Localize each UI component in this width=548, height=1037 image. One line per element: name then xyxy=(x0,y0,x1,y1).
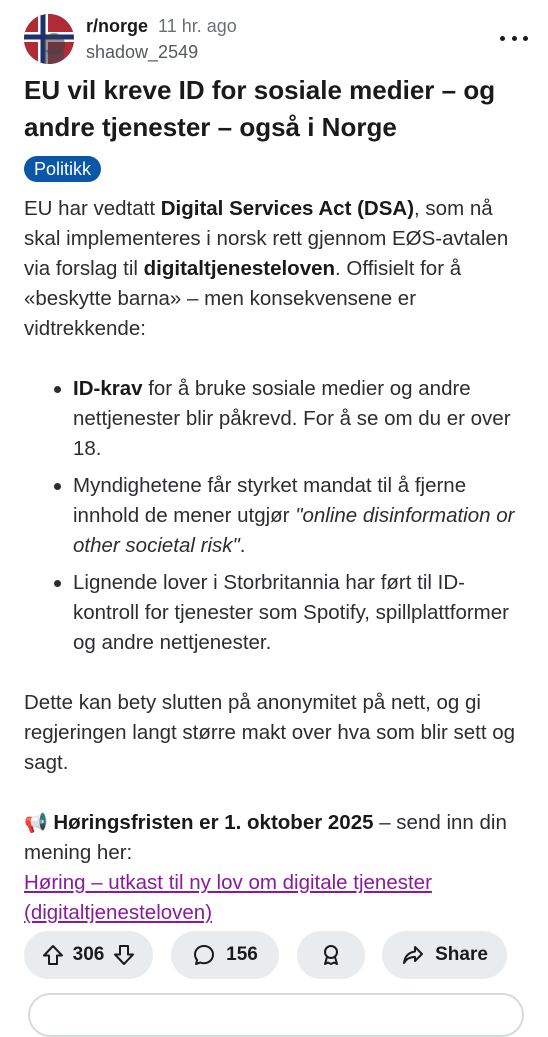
deadline-text: Høringsfristen er 1. oktober 2025 xyxy=(53,811,374,834)
award-button[interactable] xyxy=(297,931,365,979)
norway-flag-avatar-icon xyxy=(24,14,74,64)
body-text: . Offisielt for å «beskytte barna» – men konsekvensene er vidtrekkende: xyxy=(24,257,462,340)
post-author[interactable]: shadow_2549 xyxy=(86,42,199,62)
comments-button[interactable] xyxy=(171,931,279,979)
post-title[interactable]: EU vil kreve ID for sosiale medier – og andre tjenester – også i Norge xyxy=(24,75,496,142)
list-item-text: Myndighetene får styrket mandat til å fjerne innhold de mener utgjør xyxy=(73,474,467,527)
post-flair[interactable]: Politikk xyxy=(24,156,101,182)
comment-count: 156 xyxy=(226,944,258,965)
subreddit-name[interactable]: r/norge xyxy=(86,16,149,36)
upvote-button[interactable] xyxy=(41,943,65,967)
body-text: , som nå skal implementeres i norsk rett gjennom EØS-avtalen via forslag til xyxy=(24,197,509,280)
upvote-arrow-icon xyxy=(41,943,65,967)
vote-control xyxy=(24,931,153,979)
list-item-text: Lignende lover i Storbritannia har ført til ID-kontroll for tjenester som Spotify, spillplattformer og andre nettjenester. xyxy=(73,571,509,654)
downvote-arrow-icon xyxy=(112,943,136,967)
subreddit-avatar[interactable] xyxy=(24,14,74,64)
post-header xyxy=(0,0,548,70)
body-text: EU har vedtatt xyxy=(24,197,161,220)
more-dot xyxy=(512,36,517,41)
share-arrow-icon xyxy=(401,943,425,967)
post-time: 11 hr. ago xyxy=(158,16,237,36)
body-text: – send inn din mening her: xyxy=(24,811,507,864)
more-dot xyxy=(523,36,528,41)
list-item-italic: "online disinformation or other societal risk" xyxy=(73,504,515,557)
more-options-button[interactable] xyxy=(500,26,528,50)
body-paragraph-3: Dette kan bety slutten på anonymitet på nett, og gi regjeringen langt større makt over hva som blir sett og sagt. xyxy=(24,691,516,774)
post-actions xyxy=(0,931,548,979)
list-item xyxy=(24,374,529,464)
list-item xyxy=(24,568,529,658)
megaphone-icon: 📢 xyxy=(24,812,48,834)
post-body xyxy=(24,194,529,928)
list-item-text: . xyxy=(239,534,246,557)
more-horizontal-icon xyxy=(500,36,505,41)
upvote-count: 306 xyxy=(72,944,105,965)
body-paragraph-4 xyxy=(24,808,529,928)
award-icon xyxy=(319,943,343,967)
share-button[interactable] xyxy=(382,931,507,979)
bullet-list xyxy=(24,374,529,658)
hearing-link[interactable]: Høring – utkast til ny lov om digitale tjenester (digitaltjenesteloven) xyxy=(24,871,432,924)
body-bold-text: digitaltjenesteloven xyxy=(143,257,336,280)
subreddit-line xyxy=(86,16,237,37)
body-paragraph-1 xyxy=(24,194,529,344)
list-item-bold: ID-krav xyxy=(73,377,143,400)
body-bold-text: Digital Services Act (DSA) xyxy=(160,197,415,220)
share-label: Share xyxy=(435,944,488,965)
comment-bubble-icon xyxy=(192,943,216,967)
list-item-text: for å bruke sosiale medier og andre nettjenester blir påkrevd. For å se om du er over 18. xyxy=(73,377,511,460)
downvote-button[interactable] xyxy=(112,943,136,967)
list-item xyxy=(24,471,529,561)
